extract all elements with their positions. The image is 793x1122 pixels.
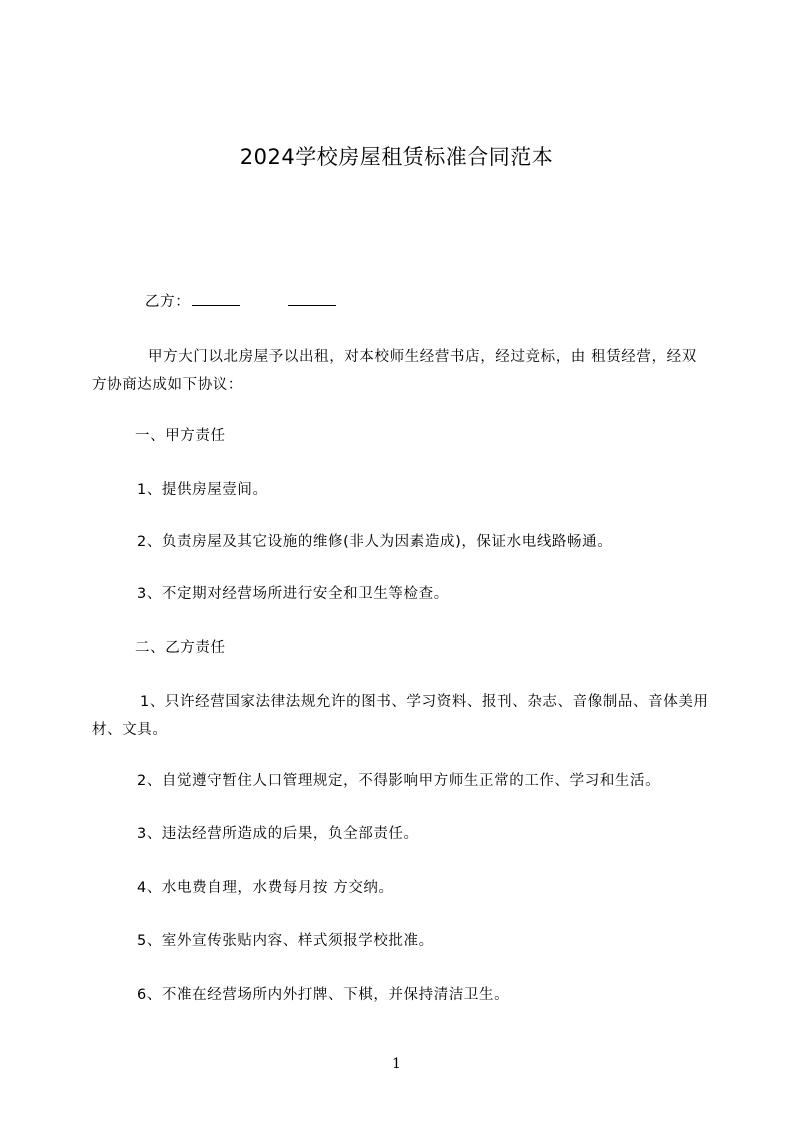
section-2-item-6: 6、不准在经营场所内外打牌、下棋，并保持清洁卫生。: [137, 987, 510, 1003]
party-b-label: 乙方：: [145, 294, 191, 310]
party-b-blank-2: [288, 289, 336, 306]
party-b-line: [145, 288, 336, 316]
section-1-item-1: 1、提供房屋壹间。: [137, 482, 268, 498]
section-2-item-3: 3、违法经营所造成的后果，负全部责任。: [137, 826, 419, 842]
intro-paragraph: 甲方大门以北房屋予以出租，对本校师生经营书店，经过竞标，由 租赁经营，经双方协商达成如下协议：: [92, 349, 697, 393]
section-2-heading: 二、乙方责任: [135, 640, 226, 656]
section-1-item-2: 2、负责房屋及其它设施的维修(非人为因素造成)，保证水电线路畅通。: [137, 534, 613, 550]
section-2-item-5: 5、室外宣传张贴内容、样式须报学校批准。: [137, 933, 434, 949]
section-2-item-1: 1、只许经营国家法律法规允许的图书、学习资料、报刊、杂志、音像制品、音体美用材、文具。: [92, 694, 709, 738]
page-number: 1: [392, 1056, 401, 1072]
document-title: 2024学校房屋租赁标准合同范本: [239, 145, 554, 169]
section-2-item-2: 2、自觉遵守暂住人口管理规定，不得影响甲方师生正常的工作、学习和生活。: [137, 773, 661, 789]
section-2-item-4: 4、水电费自理，水费每月按 方交纳。: [137, 880, 394, 896]
party-b-blank-1: [192, 289, 240, 306]
section-1-heading: 一、甲方责任: [135, 428, 226, 444]
section-1-item-3: 3、不定期对经营场所进行安全和卫生等检查。: [137, 586, 449, 602]
